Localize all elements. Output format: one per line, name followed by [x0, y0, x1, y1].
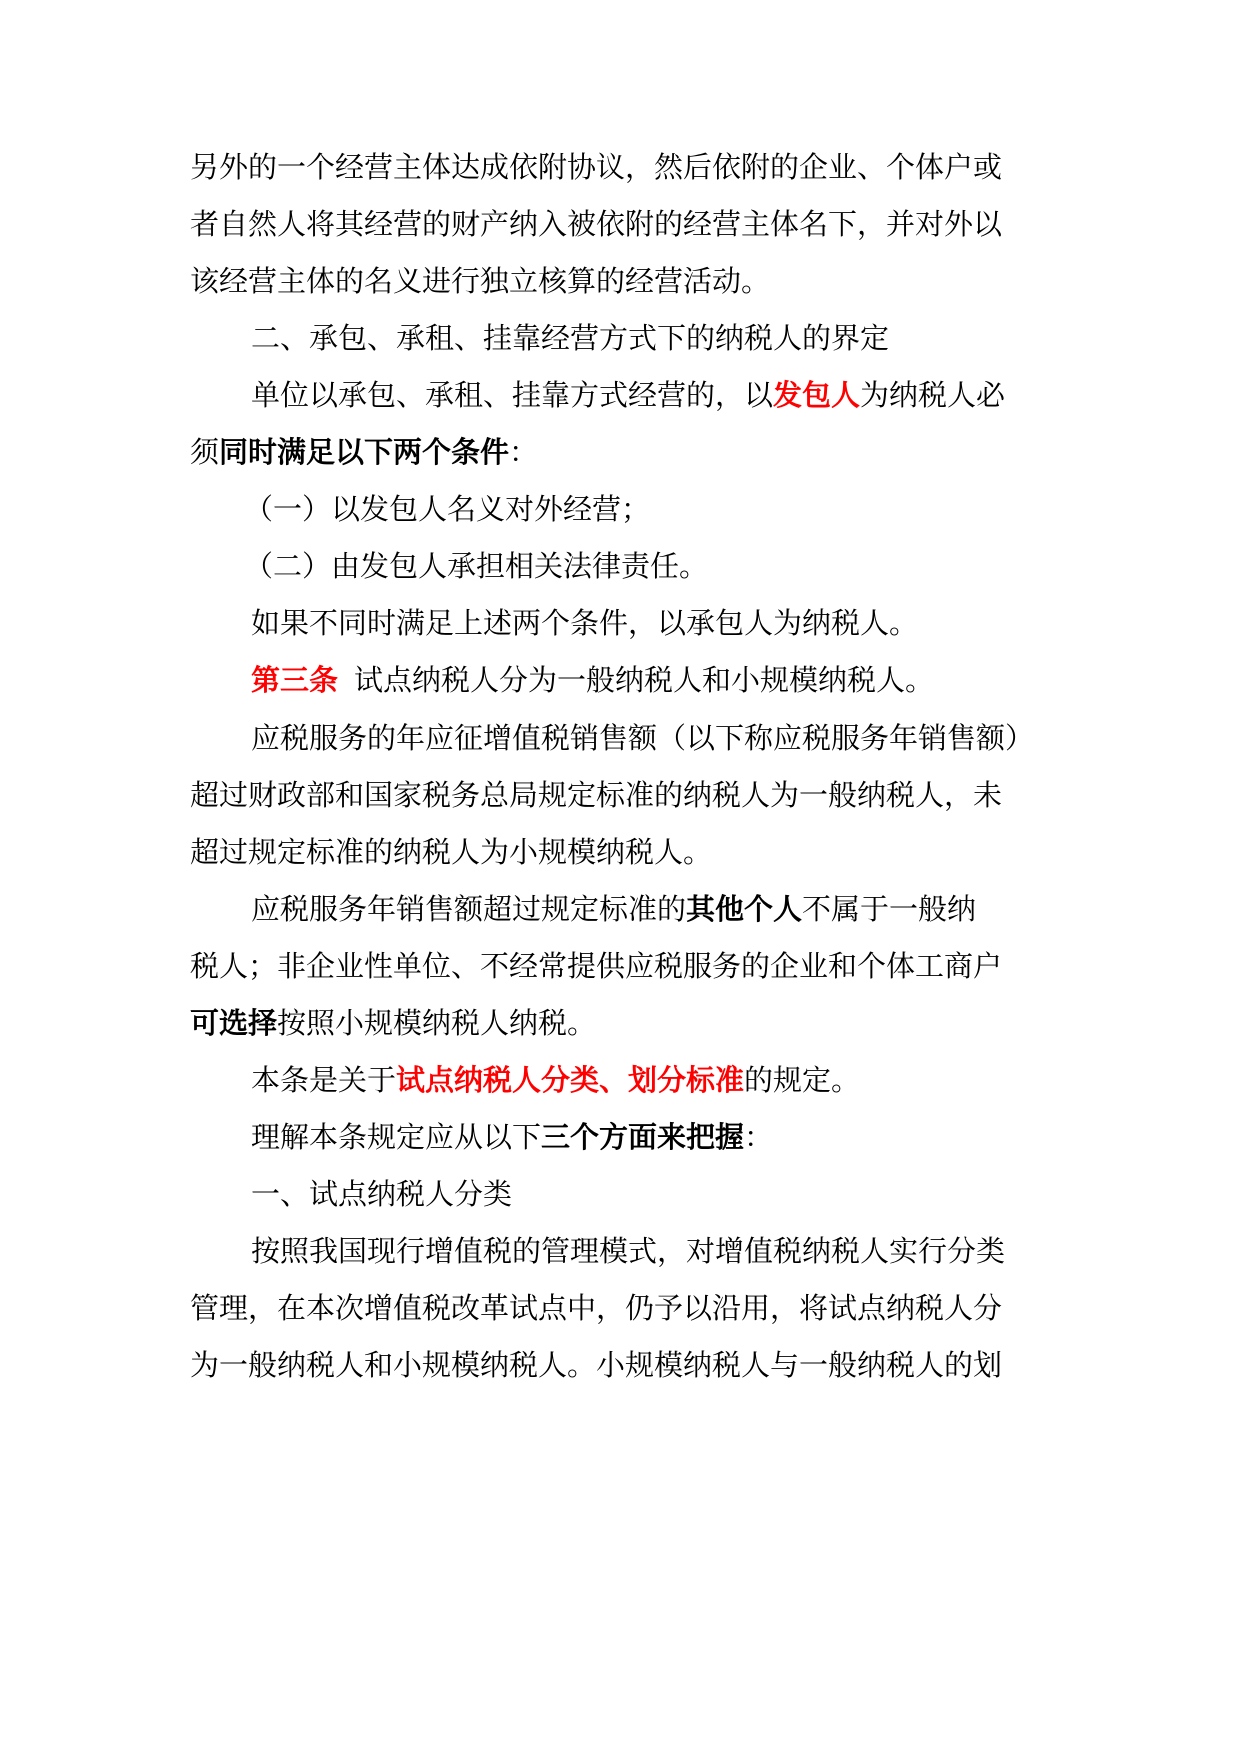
text-run: 单位以承包、承租、挂靠方式经营的，以	[251, 378, 774, 412]
paragraph-line	[190, 946, 1060, 986]
paragraph-line	[190, 1003, 1060, 1043]
text-run: 税人；非企业性单位、不经常提供应税服务的企业和个体工商户	[190, 949, 1003, 983]
paragraph-line	[190, 204, 1060, 244]
text-run: 超过规定标准的纳税人为小规模纳税人。	[190, 835, 713, 869]
text-run: 该经营主体的名义进行独立核算的经营活动。	[190, 264, 771, 298]
text-run: ：	[744, 1120, 774, 1154]
text-run: 如果不同时满足上述两个条件，以承包人为纳税人。	[251, 606, 919, 640]
text-run: 另外的一个经营主体达成依附协议，然后依附的企业、个体户或	[190, 150, 1003, 184]
paragraph-line	[190, 775, 1060, 815]
paragraph-line	[251, 1117, 1060, 1157]
paragraph-line	[190, 832, 1060, 872]
paragraph-line	[251, 603, 1060, 643]
paragraph-line	[251, 1060, 1060, 1100]
paragraph-line	[190, 1345, 1060, 1385]
paragraph-line	[251, 718, 1060, 758]
text-run: 者自然人将其经营的财产纳入被依附的经营主体名下，并对外以	[190, 207, 1003, 241]
text-run: 二、承包、承租、挂靠经营方式下的纳税人的界定	[251, 321, 890, 355]
text-run: 一、试点纳税人分类	[251, 1177, 513, 1211]
list-item	[244, 489, 1060, 529]
text-run: 理解本条规定应从以下	[251, 1120, 542, 1154]
paragraph-line	[251, 889, 1060, 929]
paragraph-line	[190, 147, 1060, 187]
text-run: 不属于一般纳	[802, 892, 977, 926]
bold-emphasis: 其他个人	[686, 892, 803, 926]
text-run: 应税服务的年应征增值税销售额（以下称应税服务年销售额）	[251, 721, 1035, 755]
paragraph-line	[251, 1231, 1060, 1271]
text-run: 本条是关于	[251, 1063, 397, 1097]
text-run: 的规定。	[744, 1063, 861, 1097]
text-run: 按照我国现行增值税的管理模式，对增值税纳税人实行分类	[251, 1234, 1006, 1268]
text-run: 按照小规模纳税人纳税。	[277, 1006, 597, 1040]
text-run: 试点纳税人分为一般纳税人和小规模纳税人。	[354, 663, 935, 697]
text-run: 应税服务年销售额超过规定标准的	[251, 892, 687, 926]
text-run: 为一般纳税人和小规模纳税人。小规模纳税人与一般纳税人的划	[190, 1348, 1003, 1382]
red-bold-emphasis: 试点纳税人分类、划分标准	[396, 1063, 745, 1097]
red-bold-emphasis: 发包人	[773, 378, 861, 412]
section-heading	[251, 1174, 1060, 1214]
text-run: （一）以发包人名义对外经营；	[244, 492, 651, 526]
paragraph-line	[190, 1288, 1060, 1328]
bold-emphasis: 可选择	[190, 1006, 278, 1040]
article-number: 第三条	[251, 663, 339, 697]
list-item	[244, 546, 1060, 586]
bold-emphasis: 同时满足以下两个条件	[219, 435, 510, 469]
paragraph-line	[190, 432, 1060, 472]
text-run: 超过财政部和国家税务总局规定标准的纳税人为一般纳税人，未	[190, 778, 1003, 812]
section-heading	[251, 318, 1060, 358]
text-run: 为纳税人必	[860, 378, 1006, 412]
paragraph-line	[190, 261, 1060, 301]
bold-emphasis: 三个方面来把握	[541, 1120, 745, 1154]
text-run: 管理，在本次增值税改革试点中，仍予以沿用，将试点纳税人分	[190, 1291, 1003, 1325]
text-run: ：	[509, 435, 539, 469]
paragraph-line	[251, 375, 1060, 415]
text-run: 须	[190, 435, 220, 469]
text-run: （二）由发包人承担相关法律责任。	[244, 549, 709, 583]
article-heading	[251, 660, 1060, 700]
